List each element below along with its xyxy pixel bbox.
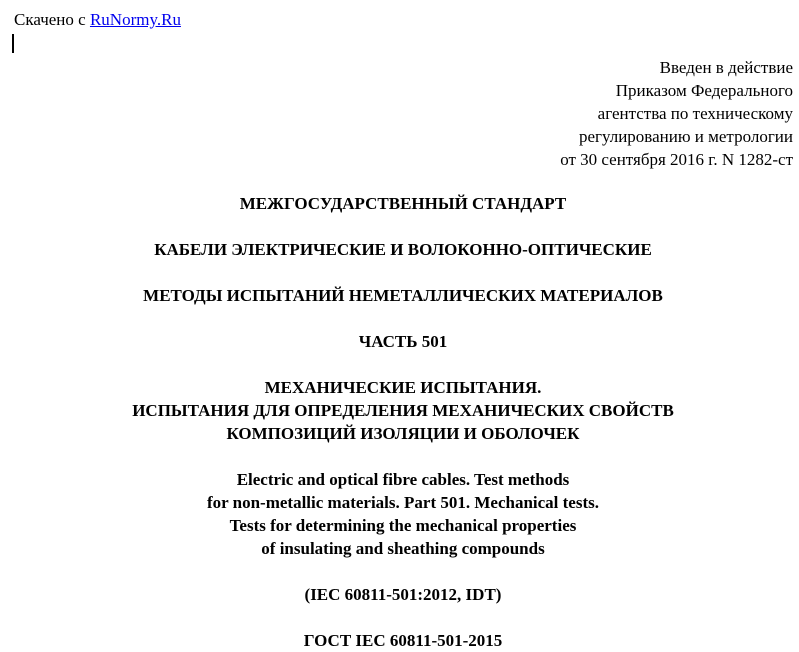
part-title [0, 376, 799, 445]
standard-type-heading: МЕЖГОСУДАРСТВЕННЫЙ СТАНДАРТ [239, 194, 567, 213]
part-title-line: КОМПОЗИЦИЙ ИЗОЛЯЦИИ И ОБОЛОЧЕК [226, 424, 580, 443]
source-prefix: Скачено с [14, 10, 90, 29]
gost-number: ГОСТ IEC 60811-501-2015 [303, 631, 503, 650]
enactment-note [560, 56, 793, 171]
enactment-line: регулированию и метрологии [578, 127, 793, 146]
part-number: ЧАСТЬ 501 [358, 332, 448, 351]
iec-reference: (IEC 60811-501:2012, IDT) [304, 585, 502, 604]
text-cursor [12, 34, 14, 53]
english-title-line: of insulating and sheathing compounds [261, 539, 545, 558]
enactment-line: Введен в действие [659, 58, 793, 77]
enactment-line: агентства по техническому [597, 104, 793, 123]
english-title-line: Tests for determining the mechanical properties [229, 516, 577, 535]
source-line [14, 9, 181, 31]
english-title-line: Electric and optical fibre cables. Test methods [236, 470, 570, 489]
english-title [0, 468, 799, 560]
document-title: КАБЕЛИ ЭЛЕКТРИЧЕСКИЕ И ВОЛОКОННО-ОПТИЧЕСКИЕ [154, 240, 652, 259]
enactment-line: от 30 сентября 2016 г. N 1282-ст [560, 150, 793, 169]
part-title-line: МЕХАНИЧЕСКИЕ ИСПЫТАНИЯ. [264, 378, 542, 397]
part-title-line: ИСПЫТАНИЯ ДЛЯ ОПРЕДЕЛЕНИЯ МЕХАНИЧЕСКИХ СВОЙСТВ [132, 401, 674, 420]
enactment-line: Приказом Федерального [615, 81, 793, 100]
runormy-link[interactable]: RuNormy.Ru [89, 10, 181, 29]
document-subtitle: МЕТОДЫ ИСПЫТАНИЙ НЕМЕТАЛЛИЧЕСКИХ МАТЕРИАЛОВ [143, 286, 663, 305]
english-title-line: for non-metallic materials. Part 501. Mechanical tests. [206, 493, 599, 512]
